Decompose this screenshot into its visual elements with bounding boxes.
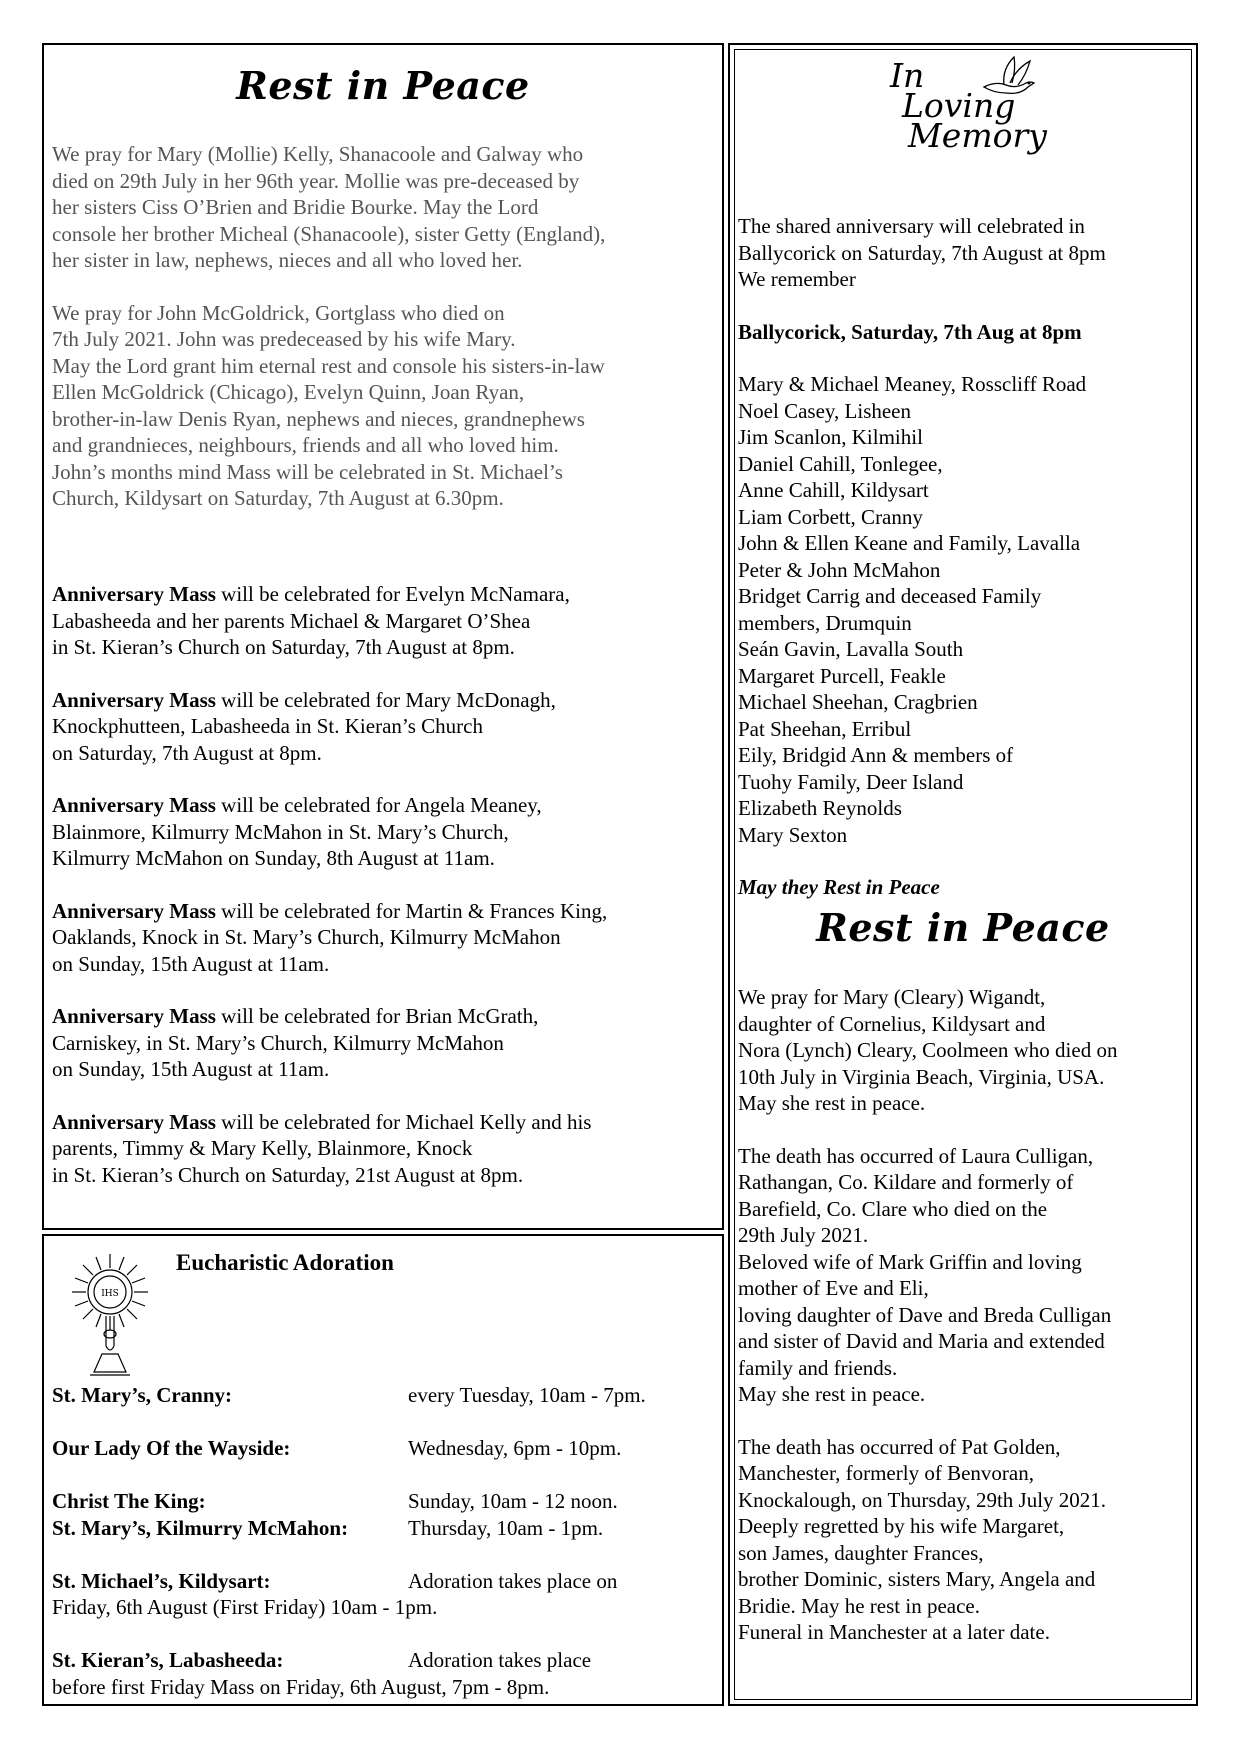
schedule-row: Our Lady Of the Wayside: Wednesday, 6pm - 10pm. (52, 1436, 622, 1460)
notices (52, 141, 720, 538)
notice-mollie-kelly: We pray for Mary (Mollie) Kelly, Shanacoole and Galway who died on 29th July in her 96th year. Mollie was pre-deceased by her sisters Ciss O’Brien and Bridie Bourke. May the Lord console her brother Micheal (Shanacoole), sister Getty (England), her sister in law, nephews, nieces and all who loved her. (52, 142, 606, 272)
panel-heading: Rest in Peace (236, 63, 530, 108)
anniversary-item: Anniversary Mass will be celebrated for Angela Meaney, Blainmore, Kilmurry McMahon in St. Mary’s Church, Kilmurry McMahon on Sunday, 8th August at 11am. (52, 793, 542, 870)
notice-pat-golden: The death has occurred of Pat Golden, Manchester, formerly of Benvoran, Knockalough, on Thursday, 29th July 2021. Deeply regretted by his wife Margaret, son James, daughter Frances, brother Dominic, sisters Mary, Angela and Bridie. May he rest in peace. Funeral in Manchester at a later date. (738, 1434, 1107, 1644)
shared-anniversary-intro: The shared anniversary will celebrated in Ballycorick on Saturday, 7th August at 8pm We remember (738, 214, 1106, 291)
schedule-row: St. Kieran’s, Labasheeda: Adoration takes place (52, 1648, 592, 1672)
svg-text:IHS: IHS (101, 1289, 119, 1299)
ballycorick-heading: Ballycorick, Saturday, 7th Aug at 8pm (738, 319, 1082, 344)
notice-laura-culligan: The death has occurred of Laura Culligan, Rathangan, Co. Kildare and formerly of Barefield, Co. Clare who died on the 29th July 2021. Beloved wife of Mark Griffin and loving mother of Eve and Eli, loving daughter of Dave and Breda Culligan and sister of David and Maria and extended family and friends. May she rest in peace. (738, 1143, 1112, 1406)
adoration-title: Eucharistic Adoration (176, 1250, 394, 1275)
monstrance-icon (62, 1250, 158, 1380)
in-loving-memory-panel (728, 43, 1198, 1706)
adoration-panel (42, 1234, 724, 1706)
schedule-continuation: Friday, 6th August (First Friday) 10am - 1pm. (52, 1595, 438, 1619)
anniversary-item: Anniversary Mass will be celebrated for Michael Kelly and his parents, Timmy & Mary Kelly, Blainmore, Knock in St. Kieran’s Church on Saturday, 21st August at 8pm. (52, 1109, 592, 1187)
anniversary-item: Anniversary Mass will be celebrated for Brian McGrath, Carniskey, in St. Mary’s Church, Kilmurry McMahon on Sunday, 15th August at 11am. (52, 1004, 539, 1081)
anniversary-item: Anniversary Mass will be celebrated for Mary McDonagh, Knockphutteen, Labasheeda in St. Kieran’s Church on Saturday, 7th August at 8pm. (52, 687, 556, 765)
schedule-continuation: before first Friday Mass on Friday, 6th August, 7pm - 8pm. (52, 1674, 550, 1699)
anniversary-item: Anniversary Mass will be celebrated for Martin & Frances King, Oaklands, Knock in St. Mary’s Church, Kilmurry McMahon on Sunday, 15th August at 11am. (52, 898, 608, 976)
closing-line: May they Rest in Peace (738, 875, 940, 899)
notice-mary-wigandt: We pray for Mary (Cleary) Wigandt, daughter of Cornelius, Kildysart and Nora (Lynch) Cleary, Coolmeen who died on 10th July in Virginia Beach, Virginia, USA. May she rest in peace. (738, 985, 1118, 1115)
notice-john-mcgoldrick: We pray for John McGoldrick, Gortglass who died on 7th July 2021. John was predeceased by his wife Mary. May the Lord grant him eternal rest and console his sisters-in-law Ellen McGoldrick (Chicago), Evelyn Quinn, Joan Ryan, brother-in-law Denis Ryan, nephews and nieces, grandnephews and grandnieces, neighbours, friends and all who loved him. John’s months mind Mass will be celebrated in St. Michael’s Church, Kildysart on Saturday, 7th August at 6.30pm. (52, 300, 605, 510)
adoration-schedule (52, 1382, 722, 1700)
dove-icon (976, 55, 1040, 106)
rest-in-peace-panel (42, 43, 724, 1230)
death-notices (738, 984, 1198, 1672)
ilm-line-loving: Loving (902, 86, 1016, 125)
remembered-names: Mary & Michael Meaney, Rosscliff Road Noel Casey, Lisheen Jim Scanlon, Kilmihil Daniel Cahill, Tonlegee, Anne Cahill, Kildysart Liam Corbett, Cranny John & Ellen Keane and Family, Lavalla Peter & John McMahon Bridget Carrig and deceased Family members, Drumquin Seán Gavin, Lavalla South Margaret Purcell, Feakle Michael Sheehan, Cragbrien Pat Sheehan, Erribul Eily, Bridgid Ann & members of Tuohy Family, Deer Island Elizabeth Reynolds Mary Sexton (738, 372, 1087, 847)
schedule-row: St. Mary’s, Cranny: every Tuesday, 10am - 7pm. (52, 1383, 646, 1407)
schedule-row: St. Michael’s, Kildysart: Adoration takes place on (52, 1568, 618, 1593)
schedule-row: Christ The King: Sunday, 10am - 12 noon. (52, 1489, 618, 1513)
ilm-line-memory: Memory (908, 116, 1047, 155)
right-column-text (738, 213, 1196, 901)
anniversary-list (52, 581, 722, 1214)
panel-heading-2: Rest in Peace (816, 905, 1110, 950)
ilm-line-in: In (890, 56, 925, 95)
schedule-row: St. Mary’s, Kilmurry McMahon: Thursday, 10am - 1pm. (52, 1515, 604, 1540)
anniversary-item: Anniversary Mass will be celebrated for Evelyn McNamara, Labasheeda and her parents Michael & Margaret O’Shea in St. Kieran’s Church on Saturday, 7th August at 8pm. (52, 582, 570, 659)
